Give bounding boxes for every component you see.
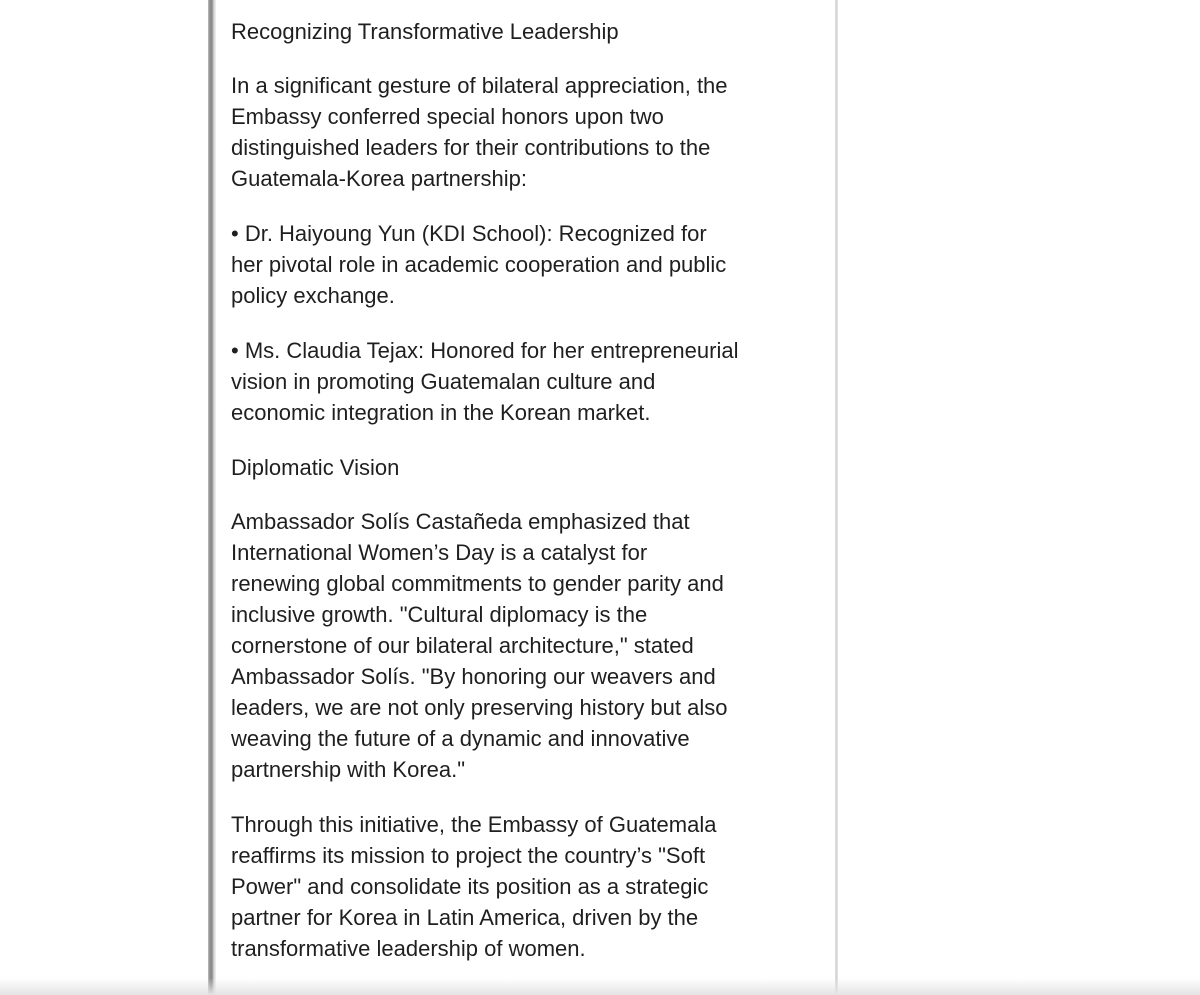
closing-paragraph: Through this initiative, the Embassy of Guatemala reaffirms its mission to project the country’s "Soft Power" and consolidate its position as a strategic partner for Korea in Latin America, driven by the transformative leadership of women.	[231, 812, 717, 961]
left-column-border	[208, 0, 216, 995]
bottom-edge-shadow	[0, 978, 1200, 995]
honoree-item-yun: • Dr. Haiyoung Yun (KDI School): Recognized for her pivotal role in academic cooperation and public policy exchange.	[231, 221, 727, 308]
section-heading-vision: Diplomatic Vision	[231, 455, 400, 480]
section-heading-leadership: Recognizing Transformative Leadership	[231, 19, 619, 44]
article-body	[231, 16, 816, 988]
honoree-item-tejax: • Ms. Claudia Tejax: Honored for her entrepreneurial vision in promoting Guatemalan culture and economic integration in the Korean market.	[231, 338, 739, 425]
vision-paragraph: Ambassador Solís Castañeda emphasized that International Women’s Day is a catalyst for renewing global commitments to gender parity and inclusive growth. "Cultural diplomacy is the cornerstone of our bilateral architecture," stated Ambassador Solís. "By honoring our weavers and leaders, we are not only preserving history but also weaving the future of a dynamic and innovative partnership with Korea."	[231, 509, 728, 782]
right-column-border	[835, 0, 838, 995]
intro-paragraph: In a significant gesture of bilateral appreciation, the Embassy conferred special honors upon two distinguished leaders for their contributions to the Guatemala-Korea partnership:	[231, 73, 728, 191]
